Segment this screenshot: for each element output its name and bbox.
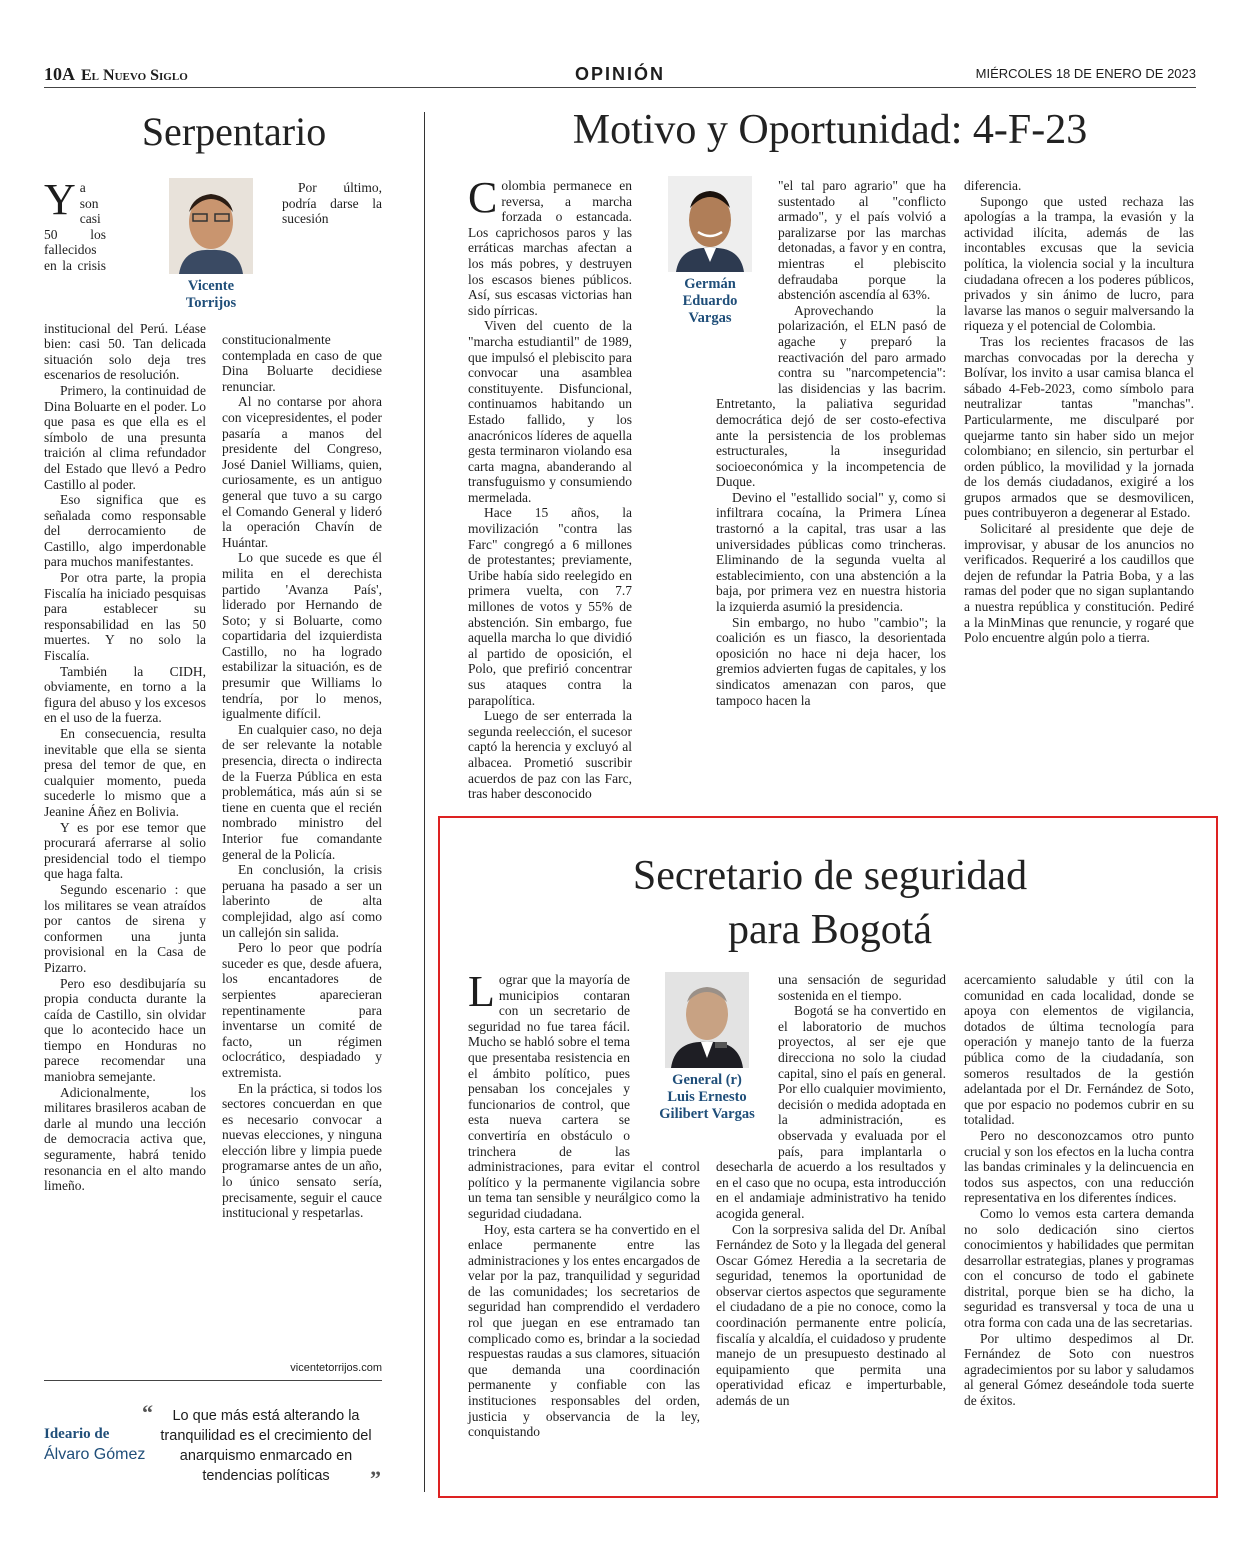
ideario-label: Ideario de: [44, 1426, 110, 1442]
serpentario-col2-text: [222, 180, 382, 1221]
ideario-author: Álvaro Gómez: [44, 1446, 146, 1463]
paragraph: Hace 15 años, la movilización "contra las Farc" congregó a 6 millones de protestantes; previamente, Uribe había sido reelegido en primera vuelta, con 7.7 millones de votos y 55% de abstención. Sin embargo, fue aquella marcha lo que dividió al partido de oposición, el Polo, que prefirió concentrar sus ataques contra la parapolítica.: [468, 505, 632, 708]
issue-date: MIÉRCOLES 18 DE ENERO DE 2023: [975, 66, 1196, 81]
secretario-column-3: [964, 972, 1194, 1480]
author-name-line-1: Germán: [684, 276, 736, 292]
paragraph: a son casi 50 los fallecidos en la crisis institucional del Perú. Léase bien: casi 50. Tan delicada situación solo deja tres escenarios de resolución.: [44, 180, 206, 383]
paragraph: En cualquier caso, no deja de ser relevante la notable presencia, directa o indirecta de la Fuerza Pública en esta problemática, más aún si se tiene en cuenta que el recién nombrado ministro del Interior fue comandante general de la Policía.: [222, 721, 382, 862]
author-name-line-2: Luis Ernesto: [667, 1089, 747, 1105]
paragraph: Por otra parte, la propia Fiscalía ha iniciado pesquisas para establecer su responsabilidad en las 50 muertes. Y no solo la Fiscalía.: [44, 570, 206, 664]
paragraph: Aprovechando la polarización, el ELN pasó de agache y preparó la reactivación del paro armado contra su "narcompetencia": las disidencias y las bacrim. Entretanto, la paliativa seguridad democrática dejó de ser costo-efectiva ante la persistencia de los problemas estructurales, la inseguridad socioeconómica y la incompetencia de Duque.: [716, 302, 946, 490]
drop-cap: L: [468, 967, 495, 1016]
paragraph: También la CIDH, obviamente, en torno a la figura del abuso y los excesos en el uso de la fuerza.: [44, 663, 206, 726]
secretario-column-1: [468, 967, 700, 1480]
paragraph: Sin embargo, no hubo "cambio"; la coalición es un fiasco, la desorientada oposición no hace ni deja hacer, los gremios advierten fugas de capitales, y los sindicatos amenazan con paros, que tampoco hacen la: [716, 614, 946, 708]
paragraph: Adicionalmente, los militares brasileros acaban de darle al mundo una lección de democracia activa que, seguramente, habrá tenido resonancia en el alto mando limeño.: [44, 1084, 206, 1194]
paragraph: Tras los recientes fracasos de las marchas convocadas por la derecha y Bolívar, los invito a usar camisa blanca el sábado 4-Feb-2023, como símbolo para neutralizar tantas "manchas". Particularmente, me disculparé por quejarme tanto sin haber sido un mejor colombiano; en silencio, sin perturbar el orden público, la movilidad y la jornada de los demás ciudadanos, exigiré a los grupos armados que se desmovilicen, pues contribuyeron a degenerar al Estado.: [964, 333, 1194, 521]
paragraph: Pero lo peor que podría suceder es que, desde afuera, los encantadores de serpientes aparecieran repentinamente para inventarse un comité de facto, un régimen oclocrático, despiadado y extremista.: [222, 940, 382, 1080]
publication-name: El Nuevo Siglo: [81, 67, 188, 84]
ideario-quote: Lo que más está alterando la tranquilidad es el crecimiento del anarquismo enmarcado en tendencias políticas: [160, 1408, 372, 1484]
paragraph: En consecuencia, resulta inevitable que ella se sienta presa del temor de que, en cualquier momento, pueda sucederle lo mismo que a Jeanine Áñez en Bolivia.: [44, 726, 206, 819]
motivo-column-3: [964, 178, 1194, 780]
paragraph: Hoy, esta cartera se ha convertido en el enlace permanente entre las administraciones y los entes encargados de velar por la paz, tranquilidad y seguridad de las comunidades; los secretarios de seguridad han comprendido el verdadero rol que juegan en ese entramado tan complicado como es, brindar a la sociedad respuestas raudas a sus clamores, situación que demanda una coordinación permanente y confiable con las instituciones responsables del orden, justicia y observancia de la ley, conquistando: [468, 1221, 700, 1440]
author-name-line-2: Eduardo: [682, 293, 738, 309]
secretario-title-line-2: para Bogotá: [727, 907, 933, 953]
paragraph: olombia permanece en reversa, a marcha forzada o estancada. Los caprichosos paros y las erráticas marchas afectan a los más pobres, y destruyen los escasos bienes públicos. Así, sus escasas victorias han sido pírricas.: [468, 178, 632, 318]
close-quote-icon: ”: [370, 1466, 381, 1491]
author-name-line-3: Gilibert Vargas: [659, 1106, 755, 1122]
paragraph: acercamiento saludable y útil con la comunidad en cada localidad, donde se apoya con elementos de vigilancia, dotados de última tecnología para operación y manejo tanto de la fuerza pública como de la ciudadanía, son someros resultados de la gestión adelantada por el Dr. Fernández de Soto, que por espacio no podemos cubrir en su totalidad.: [964, 972, 1194, 1128]
section-title: OPINIÓN: [574, 64, 665, 84]
paragraph: En conclusión, la crisis peruana ha pasado a ser un laberinto de alta complejidad, algo así como un callejón sin salida.: [222, 862, 382, 940]
paragraph: Primero, la continuidad de Dina Boluarte en el poder. Lo que pasa es que ella es el símbolo de una presunta traición al clima refundador del Estado que llevó a Pedro Castillo al poder.: [44, 382, 206, 492]
open-quote-icon: “: [142, 1400, 153, 1425]
paragraph: Lo que sucede es que él milita en el derechista partido 'Avanza País', liderado por Hernando de Soto; y si Boluarte, como copartidaria del izquierdista Castillo, no ha logrado estabilizar la situación, es de presumir que Williams lo tendría, por lo menos, igualmente difícil.: [222, 550, 382, 722]
paragraph: "el tal paro agrario" que ha sustentado al "conflicto armado", y el país volvió a paralizarse por las marchas detonadas, a favor y en contra, mientras el plebiscito defraudaba porque la abstención ascendía al 63%.: [778, 178, 946, 303]
paragraph: Solicitaré al presidente que deje de improvisar, y abusar de los anuncios no verificados. Requeriré a los caudillos que dejen de refundar la Patria Boba, y a las ramas del poder que no sigan suplantando a nuestra república y constitución. Pediré a la MinMinas que renuncie, y rogaré que Polo encuentre algún polo a tierra.: [964, 521, 1194, 646]
author-name-line-3: Vargas: [688, 310, 732, 326]
paragraph: Pero no desconozcamos otro punto crucial y son los efectos en la lucha contra las bandas criminales y la delincuencia en todos sus aspectos, con una reducción representativa en los diferentes índices.: [964, 1127, 1194, 1206]
paragraph: una sensación de seguridad sostenida en el tiempo.: [778, 972, 946, 1003]
page-header: [44, 64, 1196, 88]
drop-cap: C: [468, 173, 498, 222]
author-name: Vicente Torrijos: [185, 278, 237, 311]
column-divider: [424, 112, 425, 1492]
serpentario-col1-text: [44, 175, 206, 1194]
paragraph: Luego de ser enterrada la segunda reelección, el sucesor captó la herencia y excluyó al albacea. Prometió suscribir acuerdos de paz con las Farc, tras haber desconocido: [468, 708, 632, 802]
paragraph: ograr que la mayoría de municipios contaran con un secretario de seguridad no fue tarea fácil. Mucho se habló sobre el tema que presentaba resistencia en el ámbito político, pues pensaban los concejales y funcionarios de control, que esta nueva cartera se convertiría en obstáculo o trinchera de las administraciones, para evitar el control político y la permanente vigilancia sobre un tema tan sensible y neurálgico como la seguridad ciudadana.: [468, 972, 700, 1221]
paragraph: Por último, podría darse la sucesión constitucionalmente contemplada en caso de que Dina Boluarte decidiese renunciar.: [222, 180, 382, 394]
drop-cap: Y: [44, 175, 76, 224]
motivo-column-2: [716, 178, 946, 780]
paragraph: diferencia.: [964, 178, 1022, 193]
page-number-text: 10A: [44, 64, 75, 84]
paragraph: Segundo escenario : que los militares se vean atraídos por cantos de sirena y conformen una junta provisional en la Casa de Pizarro.: [44, 881, 206, 975]
paragraph: Viven del cuento de la "marcha estudiantil" de 1989, que impulsó el plebiscito para convocar una asamblea constituyente. Disfuncional, continuamos habitando un Estado fallido, y los anacrónicos líderes de aquella gesta terminaron violando esa carta magna, abanderando al transfuguismo y consumiendo mermelada.: [468, 318, 632, 505]
paragraph: Supongo que usted rechaza las apologías a la trampa, la evasión y la actividad ilícita, además de las incontables excusas que la sevicia política, la violencia social y la incultura ciudadana ofrecen a los poderes públicos, privados y sin ánimo de lucro, para lavarse las manos o seguir malversando la riqueza y el potencial de Colombia.: [964, 193, 1194, 334]
paragraph: Con la sorpresiva salida del Dr. Aníbal Fernández de Soto y la llegada del general Oscar Gómez Heredia a la secretaria de seguridad, tenemos la oportunidad de observar ciertos aspectos que seguramente el ciudadano de a pie no conoce, como la coordinación permanente entre policía, fiscalía y alcaldía, el cuidadoso y prudente manejo de un presupuesto destinado al equipamiento que permita una operatividad eficaz e imperturbable, además de un: [716, 1221, 946, 1409]
motivo-col3-text: [964, 178, 1194, 646]
motivo-col1-text: [468, 173, 632, 802]
motivo-column-1: [468, 173, 632, 802]
author-name-line-1: General (r): [672, 1072, 742, 1088]
paragraph: En la práctica, si todos los sectores concuerdan en que es necesario convocar a nuevas elecciones, y ninguna elección libre y limpia puede programarse antes de un año, lo único sensato sería, precisamente, seguir el cauce institucional y respetarlas.: [222, 1080, 382, 1221]
paragraph: Y es por ese temor que procurará aferrarse al solio presidencial todo el tiempo que haga falta.: [44, 819, 206, 882]
secretario-title-line-1: Secretario de seguridad: [632, 853, 1028, 899]
serpentario-column-1: [44, 175, 206, 1376]
ideario-box: [44, 1380, 382, 1491]
paragraph: Eso significa que es señalada como responsable del derrocamiento de Castillo, algo imperdonable para muchos manifestantes.: [44, 492, 206, 570]
paragraph: Devino el "estallido social" y, como si infiltrara cocaína, la Primera Línea trastornó a la capital, tras usar a las universidades públicas como trincheras. Eliminando de la segunda vuelta al establecimiento, con una abstención a la baja, por primera vez en nuestra historia la izquierda asumió la presidencia.: [716, 489, 946, 615]
author-website[interactable]: vicentetorrijos.com: [290, 1362, 382, 1374]
serpentario-column-2: [222, 180, 382, 1355]
ideario-rule: [44, 1380, 382, 1381]
paragraph: Bogotá se ha convertido en el laboratorio de muchos proyectos, al ser eje que direcciona no solo la ciudad capital, sino el país en general. Por ello cualquier movimiento, decisión o medida adoptada en la administración, es observada y evaluada por el país, para implantarla o desecharla de acuerdo a los resultados y en el caso que no ocupa, esta introducción en el andamiaje administrativo ha tenido acogida general.: [716, 1003, 946, 1221]
paragraph: Por ultimo despedimos al Dr. Fernández de Soto con nuestros agradecimientos por su labor y saludamos al general Gómez deseándole toda suerte de éxitos.: [964, 1330, 1194, 1409]
secretario-col3-text: [964, 972, 1194, 1409]
paragraph: Al no contarse por ahora con vicepresidentes, el poder pasaría a manos del presidente del Congreso, José Daniel Williams, quien, curiosamente, es un antiguo general que tuvo a su cargo el Comando General y lideró la operación Chavín de Huántar.: [222, 394, 382, 550]
motivo-title: Motivo y Oportunidad: 4-F-23: [572, 107, 1088, 153]
secretario-column-2: [716, 972, 946, 1480]
serpentario-title: Serpentario: [141, 109, 327, 154]
paragraph: Pero eso desdibujaría su propia conducta durante la caída de Castillo, sin olvidar que lo acontecido hace un tiempo en Honduras no parece recomendar una maniobra semejante.: [44, 975, 206, 1085]
paragraph: Como lo vemos esta cartera demanda no solo dedicación sino ciertos conocimientos y habilidades que permitan desarrollar estrategias, planes y programas con el concurso de todo el gabinete distrital, porque bien se ha dicho, la seguridad es transversal y toca de una u otra forma con cada una de las secretarias.: [964, 1205, 1194, 1331]
